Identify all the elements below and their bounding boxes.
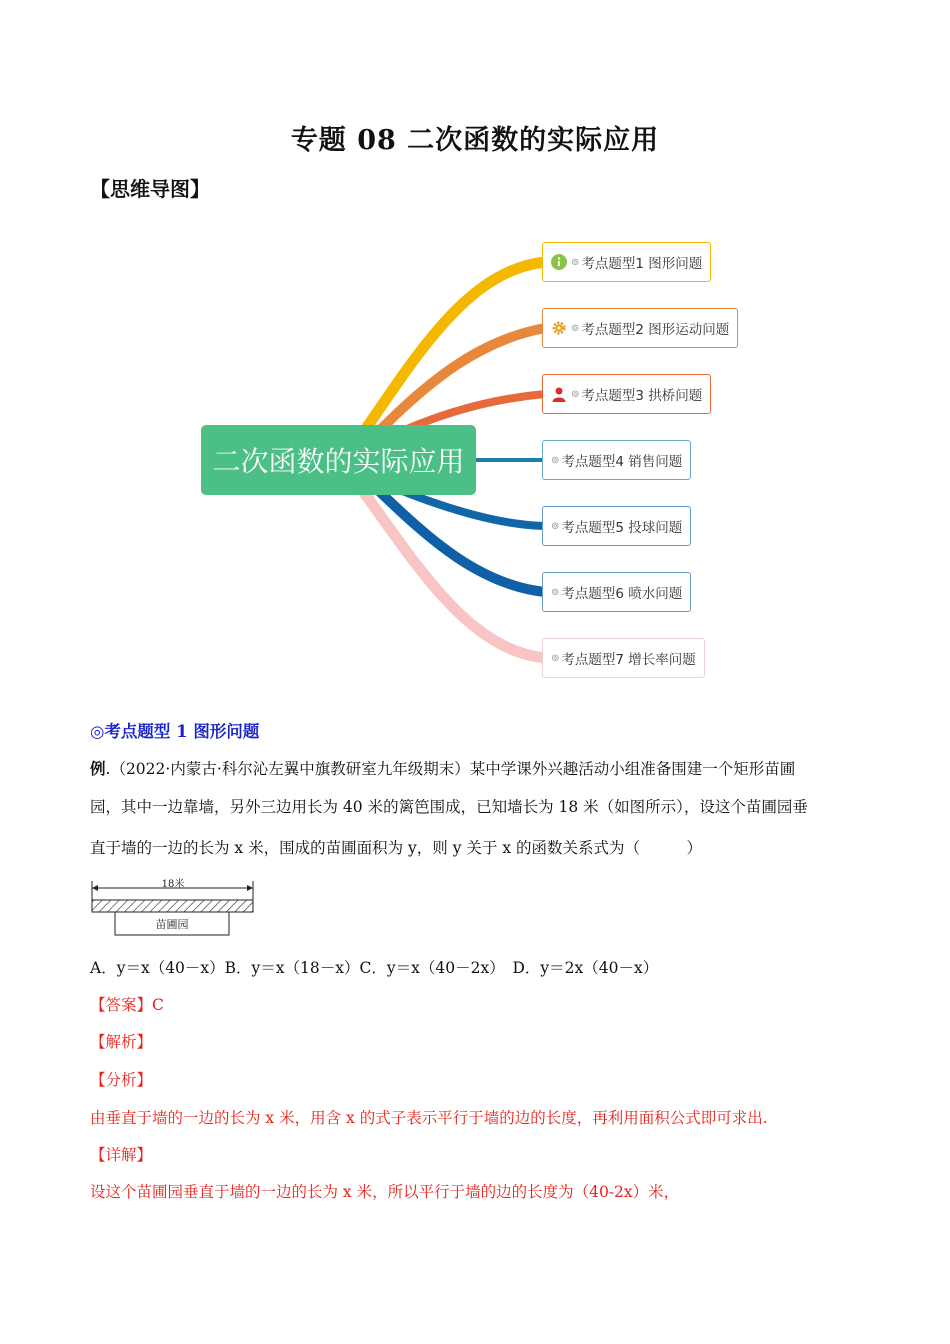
wall-length-label: 18米: [161, 879, 185, 890]
mindmap-heading: 【思维导图】: [90, 177, 210, 201]
mindmap-node-1: [542, 242, 711, 282]
node-label: 考点题型7 增长率问题: [561, 652, 696, 668]
fenxi-text: 由垂直于墙的一边的长为 x 米，用含 x 的式子表示平行于墙的边的长度，再利用面积公式即可求出.: [90, 1109, 768, 1127]
node-marker: ⊚: [551, 652, 560, 664]
garden-label: 苗圃园: [155, 918, 189, 931]
node-marker: ⊚: [551, 454, 560, 466]
fenxi-label: 【分析】: [90, 1071, 153, 1089]
question-heading: ◎考点题型 1 图形问题: [90, 722, 260, 741]
node-label: 考点题型1 图形问题: [581, 256, 703, 272]
node-label: 考点题型4 销售问题: [561, 454, 683, 470]
person-icon: [551, 386, 567, 402]
branch-line-7: [365, 494, 545, 658]
node-marker: ⊚: [571, 256, 580, 268]
node-label: 考点题型5 投球问题: [561, 520, 683, 536]
question-line-3: 直于墙的一边的长为 x 米，围成的苗圃面积为 y，则 y 关于 x 的函数关系式为（ ）: [90, 839, 702, 857]
info-icon: [551, 254, 567, 270]
branch-line-5: [400, 490, 545, 526]
page-title: 专题 08 二次函数的实际应用: [290, 125, 660, 156]
gear-icon: [551, 320, 567, 336]
question-line-2: 园，其中一边靠墙，另外三边用长为 40 米的篱笆围成，已知墙长为 18 米（如图所示），设这个苗圃园垂: [90, 798, 808, 816]
node-label: 考点题型6 喷水问题: [561, 586, 683, 602]
answer-choices: A．y＝x（40－x）B．y＝x（18－x）C．y＝x（40－2x） D．y＝2x（40－x）: [90, 959, 659, 977]
question-text-1: .（2022·内蒙古·科尔沁左翼中旗教研室九年级期末）某中学课外兴趣活动小组准备围建一个矩形苗圃: [105, 760, 796, 778]
example-label: 例: [90, 759, 106, 778]
detail-label: 【详解】: [90, 1146, 153, 1164]
node-label: 考点题型3 拱桥问题: [581, 388, 703, 404]
node-marker: ⊚: [571, 322, 580, 334]
mindmap-node-3: [542, 374, 711, 414]
analysis-label: 【解析】: [90, 1033, 153, 1051]
detail-text: 设这个苗圃园垂直于墙的一边的长为 x 米，所以平行于墙的边的长度为（40-2x）米，: [90, 1183, 680, 1201]
mindmap-node-4: [542, 440, 691, 480]
node-marker: ⊚: [571, 388, 580, 400]
mindmap-node-7: [542, 638, 705, 678]
branch-line-1: [365, 262, 545, 430]
question-line-1: [90, 758, 850, 781]
answer-label: 【答案】C: [90, 996, 164, 1014]
garden-diagram: [90, 878, 260, 938]
mindmap-node-5: [542, 506, 691, 546]
node-label: 考点题型2 图形运动问题: [581, 322, 730, 338]
mindmap-node-2: [542, 308, 738, 348]
mindmap-node-6: [542, 572, 691, 612]
node-marker: ⊚: [551, 586, 560, 598]
node-marker: ⊚: [551, 520, 560, 532]
mindmap-central-node: 二次函数的实际应用: [201, 425, 476, 495]
